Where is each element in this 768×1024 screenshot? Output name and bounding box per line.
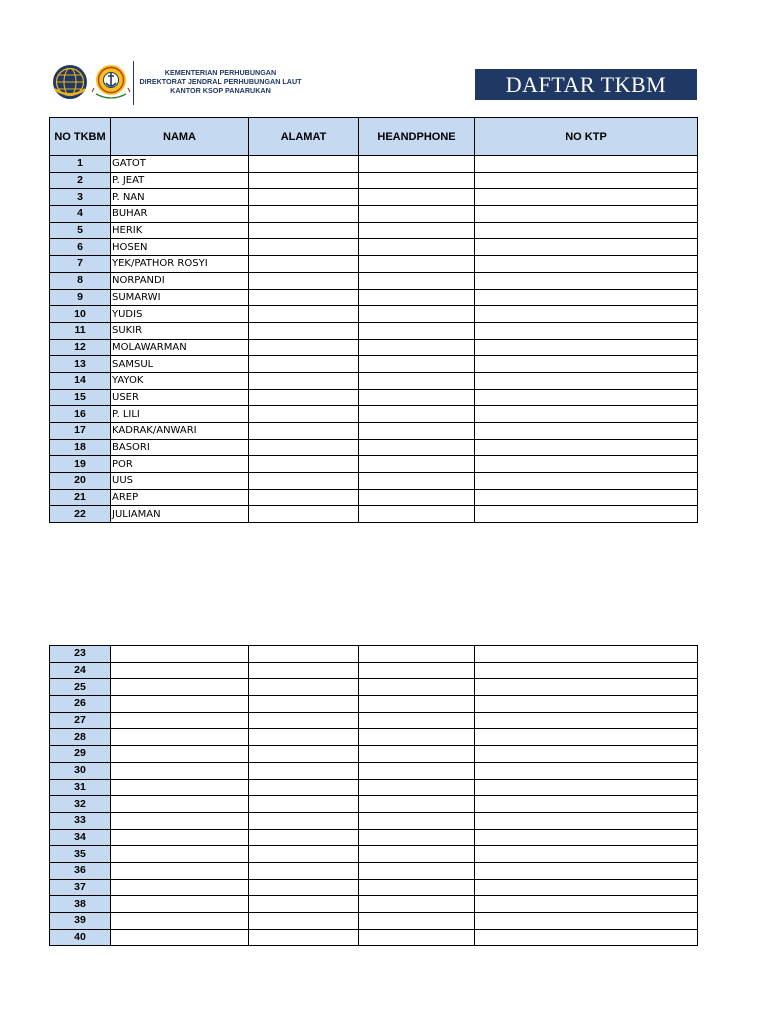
table-row: [50, 779, 698, 796]
cell-handphone: [359, 779, 475, 796]
cell-handphone: [359, 829, 475, 846]
cell-handphone: [359, 272, 475, 289]
cell-nama: [111, 729, 249, 746]
table-row: [50, 913, 698, 930]
cell-alamat: [249, 862, 359, 879]
cell-nama: YAYOK: [111, 372, 249, 389]
table-row: [50, 506, 698, 523]
cell-no-tkbm: 26: [50, 696, 111, 713]
cell-no-ktp: [475, 272, 698, 289]
cell-no-ktp: [475, 929, 698, 946]
cell-no-ktp: [475, 156, 698, 173]
cell-no-ktp: [475, 746, 698, 763]
cell-no-ktp: [475, 506, 698, 523]
cell-no-ktp: [475, 879, 698, 896]
cell-nama: POR: [111, 456, 249, 473]
cell-no-tkbm: 36: [50, 862, 111, 879]
cell-alamat: [249, 779, 359, 796]
cell-no-tkbm: 12: [50, 339, 111, 356]
table-row: [50, 796, 698, 813]
cell-nama: [111, 746, 249, 763]
cell-nama: P. NAN: [111, 189, 249, 206]
cell-nama: [111, 762, 249, 779]
cell-alamat: [249, 322, 359, 339]
column-header-alamat: ALAMAT: [249, 118, 359, 156]
cell-handphone: [359, 206, 475, 223]
cell-no-tkbm: 29: [50, 746, 111, 763]
cell-nama: [111, 662, 249, 679]
table-row: [50, 473, 698, 490]
cell-handphone: [359, 489, 475, 506]
cell-no-tkbm: 32: [50, 796, 111, 813]
cell-handphone: [359, 189, 475, 206]
cell-nama: KADRAK/ANWARI: [111, 423, 249, 440]
cell-handphone: [359, 662, 475, 679]
org-line-directorate: DIREKTORAT JENDRAL PERHUBUNGAN LAUT: [139, 77, 302, 86]
cell-no-tkbm: 30: [50, 762, 111, 779]
cell-handphone: [359, 812, 475, 829]
cell-alamat: [249, 339, 359, 356]
table-row: [50, 762, 698, 779]
cell-handphone: [359, 712, 475, 729]
cell-alamat: [249, 439, 359, 456]
cell-handphone: [359, 679, 475, 696]
cell-alamat: [249, 929, 359, 946]
cell-handphone: [359, 729, 475, 746]
cell-handphone: [359, 913, 475, 930]
cell-no-ktp: [475, 489, 698, 506]
cell-alamat: [249, 829, 359, 846]
cell-no-ktp: [475, 662, 698, 679]
table-row: [50, 239, 698, 256]
sea-transport-emblem-logo: [91, 62, 133, 102]
cell-no-ktp: [475, 306, 698, 323]
cell-alamat: [249, 712, 359, 729]
table-row: [50, 646, 698, 663]
cell-alamat: [249, 913, 359, 930]
cell-no-ktp: [475, 762, 698, 779]
table-row: [50, 712, 698, 729]
cell-no-ktp: [475, 206, 698, 223]
cell-no-ktp: [475, 239, 698, 256]
cell-nama: P. LILI: [111, 406, 249, 423]
cell-handphone: [359, 846, 475, 863]
cell-no-ktp: [475, 322, 698, 339]
table-body-part2: [50, 646, 698, 946]
cell-no-tkbm: 8: [50, 272, 111, 289]
table-row: [50, 846, 698, 863]
cell-nama: [111, 796, 249, 813]
cell-no-tkbm: 22: [50, 506, 111, 523]
table-row: [50, 829, 698, 846]
cell-alamat: [249, 489, 359, 506]
cell-handphone: [359, 356, 475, 373]
table-row: [50, 356, 698, 373]
cell-no-ktp: [475, 796, 698, 813]
cell-no-tkbm: 34: [50, 829, 111, 846]
cell-no-tkbm: 25: [50, 679, 111, 696]
cell-handphone: [359, 423, 475, 440]
cell-no-ktp: [475, 846, 698, 863]
cell-no-ktp: [475, 896, 698, 913]
cell-nama: [111, 929, 249, 946]
cell-no-ktp: [475, 829, 698, 846]
cell-nama: HERIK: [111, 222, 249, 239]
table-row: [50, 256, 698, 273]
cell-no-tkbm: 31: [50, 779, 111, 796]
cell-no-tkbm: 11: [50, 322, 111, 339]
cell-no-tkbm: 27: [50, 712, 111, 729]
cell-no-tkbm: 15: [50, 389, 111, 406]
cell-handphone: [359, 306, 475, 323]
table-row: [50, 662, 698, 679]
table-row: [50, 172, 698, 189]
cell-no-tkbm: 24: [50, 662, 111, 679]
cell-nama: AREP: [111, 489, 249, 506]
cell-handphone: [359, 339, 475, 356]
cell-no-tkbm: 35: [50, 846, 111, 863]
cell-handphone: [359, 862, 475, 879]
cell-no-ktp: [475, 679, 698, 696]
organization-block: [133, 68, 308, 95]
cell-no-tkbm: 20: [50, 473, 111, 490]
cell-nama: [111, 879, 249, 896]
cell-handphone: [359, 289, 475, 306]
cell-no-tkbm: 13: [50, 356, 111, 373]
cell-nama: [111, 696, 249, 713]
document-title: DAFTAR TKBM: [475, 69, 697, 100]
cell-handphone: [359, 256, 475, 273]
cell-handphone: [359, 372, 475, 389]
cell-handphone: [359, 389, 475, 406]
cell-no-tkbm: 37: [50, 879, 111, 896]
cell-handphone: [359, 222, 475, 239]
cell-no-ktp: [475, 696, 698, 713]
cell-no-tkbm: 38: [50, 896, 111, 913]
cell-no-tkbm: 18: [50, 439, 111, 456]
cell-no-ktp: [475, 456, 698, 473]
cell-nama: [111, 862, 249, 879]
cell-nama: NORPANDI: [111, 272, 249, 289]
cell-alamat: [249, 729, 359, 746]
cell-alamat: [249, 189, 359, 206]
cell-no-ktp: [475, 812, 698, 829]
cell-nama: SUMARWI: [111, 289, 249, 306]
cell-no-ktp: [475, 473, 698, 490]
cell-handphone: [359, 929, 475, 946]
cell-handphone: [359, 406, 475, 423]
cell-alamat: [249, 222, 359, 239]
tkbm-table-part2: [49, 645, 698, 946]
cell-nama: [111, 896, 249, 913]
cell-nama: YUDIS: [111, 306, 249, 323]
cell-nama: [111, 646, 249, 663]
table-row: [50, 896, 698, 913]
cell-alamat: [249, 389, 359, 406]
column-header-no-tkbm: NO TKBM: [50, 118, 111, 156]
cell-no-ktp: [475, 189, 698, 206]
cell-no-ktp: [475, 439, 698, 456]
ministry-globe-logo: [52, 64, 88, 100]
tkbm-table-part1: [49, 117, 698, 523]
table-row: [50, 339, 698, 356]
table-row: [50, 729, 698, 746]
table-row: [50, 189, 698, 206]
cell-alamat: [249, 896, 359, 913]
cell-no-tkbm: 40: [50, 929, 111, 946]
cell-handphone: [359, 322, 475, 339]
cell-alamat: [249, 879, 359, 896]
cell-no-tkbm: 21: [50, 489, 111, 506]
cell-alamat: [249, 406, 359, 423]
cell-handphone: [359, 879, 475, 896]
cell-alamat: [249, 679, 359, 696]
cell-no-tkbm: 9: [50, 289, 111, 306]
cell-nama: HOSEN: [111, 239, 249, 256]
cell-alamat: [249, 423, 359, 440]
cell-no-tkbm: 17: [50, 423, 111, 440]
cell-handphone: [359, 746, 475, 763]
cell-nama: [111, 846, 249, 863]
cell-no-ktp: [475, 406, 698, 423]
cell-no-tkbm: 3: [50, 189, 111, 206]
cell-no-ktp: [475, 646, 698, 663]
cell-nama: [111, 812, 249, 829]
cell-no-tkbm: 19: [50, 456, 111, 473]
cell-no-tkbm: 4: [50, 206, 111, 223]
cell-nama: SUKIR: [111, 322, 249, 339]
cell-alamat: [249, 239, 359, 256]
cell-nama: [111, 679, 249, 696]
cell-no-ktp: [475, 356, 698, 373]
cell-no-ktp: [475, 423, 698, 440]
cell-nama: BUHAR: [111, 206, 249, 223]
cell-handphone: [359, 439, 475, 456]
cell-no-tkbm: 14: [50, 372, 111, 389]
table-row: [50, 679, 698, 696]
table-row: [50, 489, 698, 506]
cell-no-tkbm: 23: [50, 646, 111, 663]
cell-no-ktp: [475, 712, 698, 729]
cell-nama: [111, 779, 249, 796]
cell-no-tkbm: 7: [50, 256, 111, 273]
cell-nama: JULIAMAN: [111, 506, 249, 523]
cell-nama: [111, 712, 249, 729]
table-row: [50, 389, 698, 406]
table-row: [50, 862, 698, 879]
table-row: [50, 289, 698, 306]
cell-no-tkbm: 2: [50, 172, 111, 189]
cell-alamat: [249, 812, 359, 829]
document-header: [49, 60, 697, 108]
cell-alamat: [249, 256, 359, 273]
cell-nama: [111, 913, 249, 930]
cell-no-tkbm: 6: [50, 239, 111, 256]
table-row: [50, 322, 698, 339]
cell-no-tkbm: 28: [50, 729, 111, 746]
cell-no-ktp: [475, 222, 698, 239]
table-row: [50, 812, 698, 829]
cell-alamat: [249, 306, 359, 323]
cell-alamat: [249, 696, 359, 713]
table-row: [50, 272, 698, 289]
table-header-row: [50, 118, 698, 156]
cell-alamat: [249, 456, 359, 473]
table-row: [50, 206, 698, 223]
cell-handphone: [359, 172, 475, 189]
cell-no-ktp: [475, 256, 698, 273]
table-body-part1: [50, 156, 698, 523]
cell-no-tkbm: 10: [50, 306, 111, 323]
cell-alamat: [249, 272, 359, 289]
cell-alamat: [249, 662, 359, 679]
cell-no-ktp: [475, 372, 698, 389]
cell-no-tkbm: 5: [50, 222, 111, 239]
table-row: [50, 879, 698, 896]
cell-handphone: [359, 696, 475, 713]
cell-no-ktp: [475, 913, 698, 930]
cell-no-ktp: [475, 172, 698, 189]
cell-nama: YEK/PATHOR ROSYI: [111, 256, 249, 273]
cell-handphone: [359, 762, 475, 779]
table-row: [50, 929, 698, 946]
cell-alamat: [249, 506, 359, 523]
table-row: [50, 156, 698, 173]
cell-no-tkbm: 33: [50, 812, 111, 829]
cell-alamat: [249, 156, 359, 173]
table-row: [50, 423, 698, 440]
cell-nama: [111, 829, 249, 846]
cell-alamat: [249, 746, 359, 763]
cell-nama: UUS: [111, 473, 249, 490]
cell-handphone: [359, 456, 475, 473]
table-row: [50, 696, 698, 713]
cell-handphone: [359, 239, 475, 256]
cell-alamat: [249, 172, 359, 189]
table-row: [50, 456, 698, 473]
cell-no-ktp: [475, 729, 698, 746]
cell-alamat: [249, 356, 359, 373]
cell-no-ktp: [475, 289, 698, 306]
column-header-handphone: HEANDPHONE: [359, 118, 475, 156]
cell-alamat: [249, 796, 359, 813]
cell-no-tkbm: 39: [50, 913, 111, 930]
cell-no-ktp: [475, 779, 698, 796]
column-header-no-ktp: NO KTP: [475, 118, 698, 156]
cell-alamat: [249, 646, 359, 663]
cell-alamat: [249, 762, 359, 779]
cell-no-ktp: [475, 389, 698, 406]
cell-nama: BASORI: [111, 439, 249, 456]
cell-nama: MOLAWARMAN: [111, 339, 249, 356]
cell-handphone: [359, 473, 475, 490]
column-header-nama: NAMA: [111, 118, 249, 156]
table-row: [50, 439, 698, 456]
table-row: [50, 746, 698, 763]
cell-alamat: [249, 372, 359, 389]
cell-nama: USER: [111, 389, 249, 406]
cell-handphone: [359, 156, 475, 173]
cell-alamat: [249, 473, 359, 490]
cell-no-ktp: [475, 862, 698, 879]
cell-nama: SAMSUL: [111, 356, 249, 373]
cell-handphone: [359, 896, 475, 913]
cell-alamat: [249, 206, 359, 223]
cell-handphone: [359, 646, 475, 663]
cell-no-tkbm: 16: [50, 406, 111, 423]
cell-alamat: [249, 289, 359, 306]
table-row: [50, 222, 698, 239]
cell-handphone: [359, 796, 475, 813]
cell-handphone: [359, 506, 475, 523]
table-row: [50, 406, 698, 423]
table-row: [50, 372, 698, 389]
cell-alamat: [249, 846, 359, 863]
cell-nama: GATOT: [111, 156, 249, 173]
org-line-ministry: KEMENTERIAN PERHUBUNGAN: [164, 68, 277, 77]
cell-no-tkbm: 1: [50, 156, 111, 173]
cell-nama: P. JEAT: [111, 172, 249, 189]
cell-no-ktp: [475, 339, 698, 356]
table-row: [50, 306, 698, 323]
org-line-office: KANTOR KSOP PANARUKAN: [170, 86, 271, 95]
